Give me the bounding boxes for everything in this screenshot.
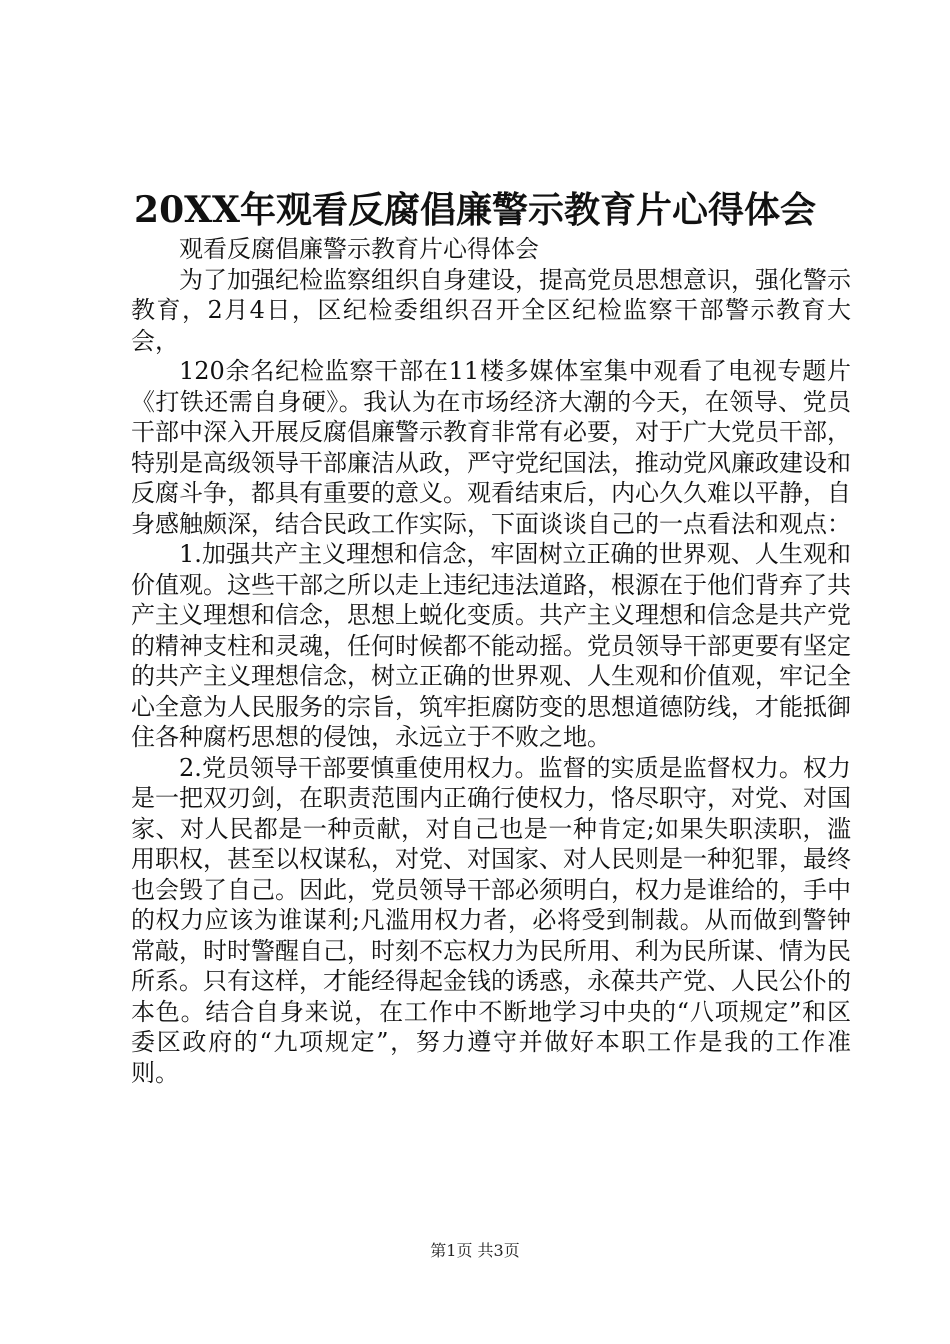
point-one-paragraph: 1.加强共产主义理想和信念，牢固树立正确的世界观、人生观和价值观。这些干部之所以走上违纪违法道路，根源在于他们背弃了共产主义理想和信念，思想上蜕化变质。共产主义理想和信念是共产党的精神支柱和灵魂，任何时候都不能动摇。党员领导干部更要有坚定的共产主义理想信念，树立正确的世界观、人生观和价值观，牢记全心全意为人民服务的宗旨，筑牢拒腐防变的思想道德防线，才能抵御住各种腐朽思想的侵蚀，永远立于不败之地。 xyxy=(131,540,851,751)
page-footer: 第1页 共3页 xyxy=(430,1241,520,1260)
subtitle-paragraph: 观看反腐倡廉警示教育片心得体会 xyxy=(179,235,539,263)
context-paragraph: 120余名纪检监察干部在11楼多媒体室集中观看了电视专题片《打铁还需自身硬》。我认为在市场经济大潮的今天，在领导、党员干部中深入开展反腐倡廉警示教育非常有必要，对于广大党员干部，特别是高级领导干部廉洁从政，严守党纪国法，推动党风廉政建设和反腐斗争，都具有重要的意义。观看结束后，内心久久难以平静，自身感触颇深，结合民政工作实际，下面谈谈自己的一点看法和观点： xyxy=(131,357,851,538)
document-body xyxy=(131,234,851,1088)
point-two-paragraph: 2.党员领导干部要慎重使用权力。监督的实质是监督权力。权力是一把双刃剑，在职责范围内正确行使权力，恪尽职守，对党、对国家、对人民都是一种贡献，对自己也是一种肯定;如果失职渎职，滥用职权，甚至以权谋私，对党、对国家、对人民则是一种犯罪，最终也会毁了自己。因此，党员领导干部必须明白，权力是谁给的，手中的权力应该为谁谋利;凡滥用权力者，必将受到制裁。从而做到警钟常敲，时时警醒自己，时刻不忘权力为民所用、利为民所谋、情为民所系。只有这样，才能经得起金钱的诱惑，永葆共产党、人民公仆的本色。结合自身来说，在工作中不断地学习中央的“八项规定”和区委区政府的“九项规定”，努力遵守并做好本职工作是我的工作准则。 xyxy=(131,753,851,1087)
document-title: 20XX年观看反腐倡廉警示教育片心得体会 xyxy=(134,189,816,231)
intro-paragraph: 为了加强纪检监察组织自身建设，提高党员思想意识，强化警示教育，2月4日，区纪检委组织召开全区纪检监察干部警示教育大会， xyxy=(131,265,851,355)
